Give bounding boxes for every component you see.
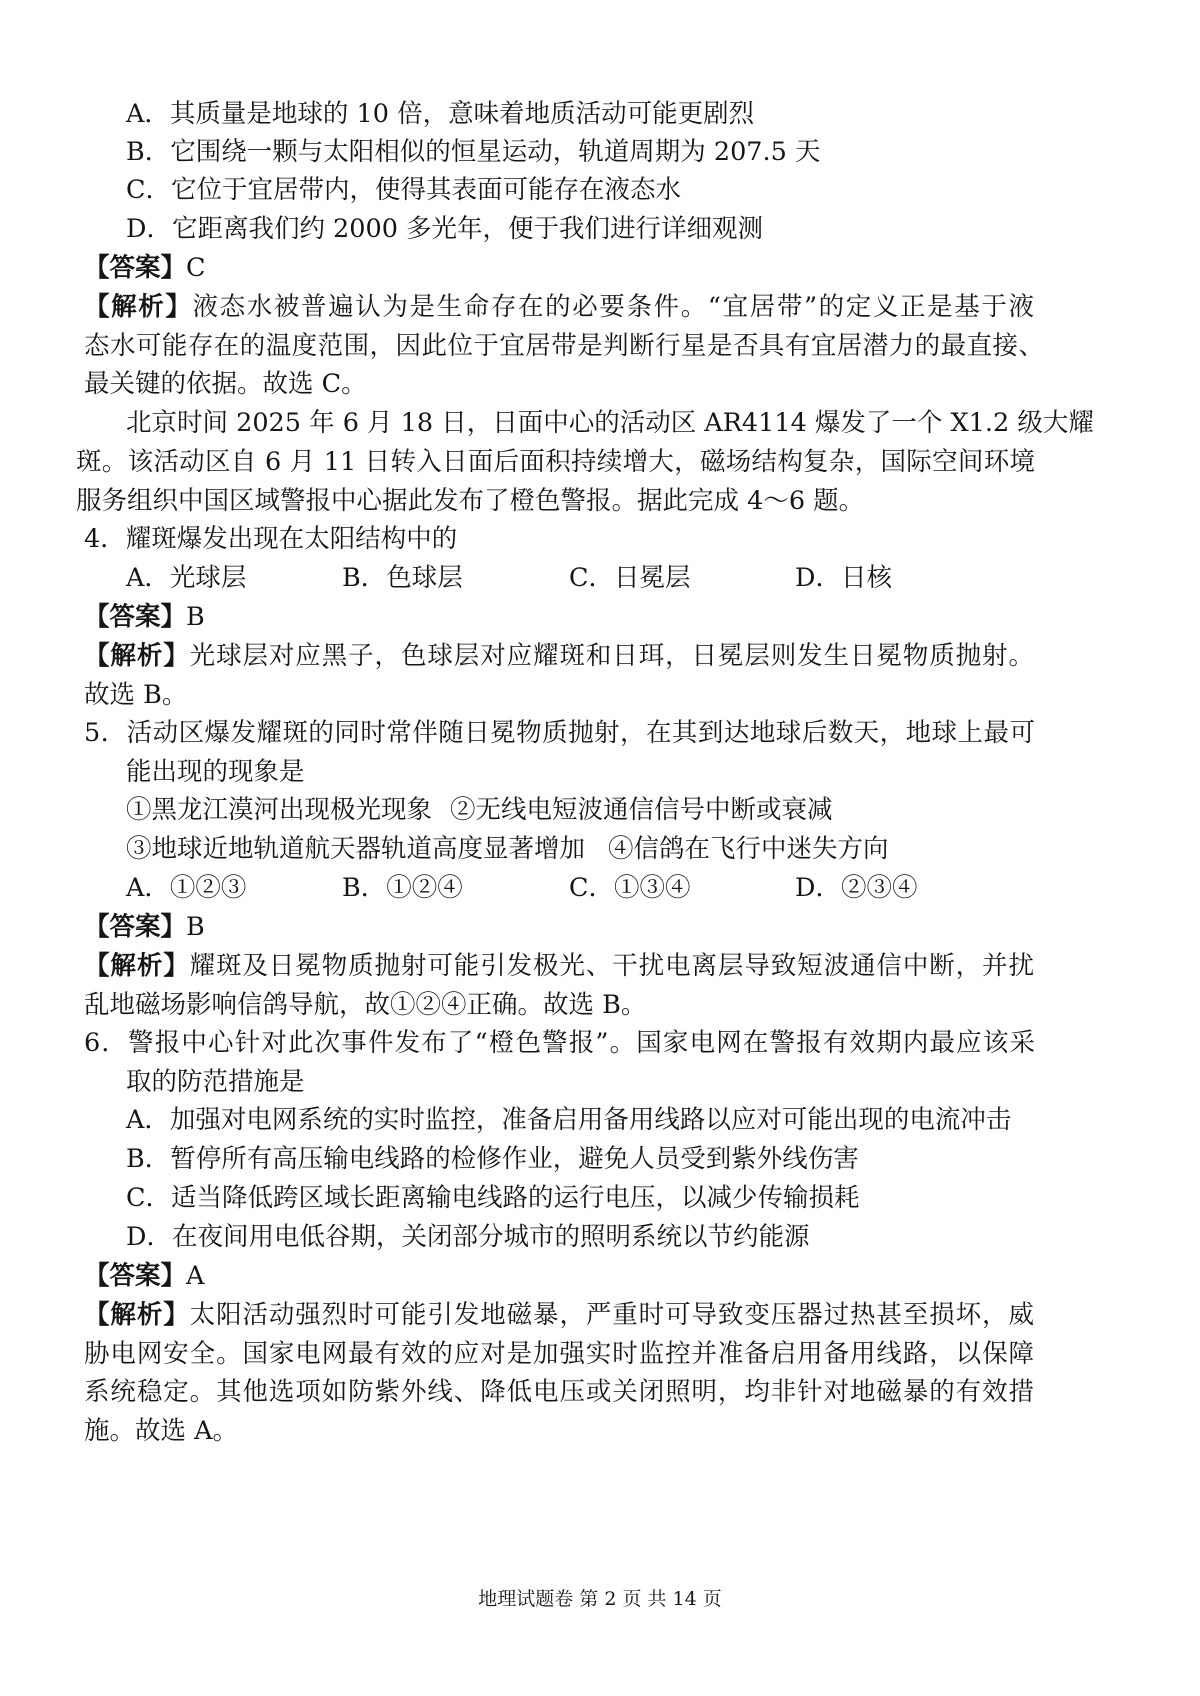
q5-stem-line-2: 能出现的现象是 bbox=[126, 757, 305, 787]
q5-option-c: C．①③④ bbox=[569, 873, 691, 903]
q4-analysis-line-1: 【解析】光球层对应黑子，色球层对应耀斑和日珥，日冕层则发生日冕物质抛射。 bbox=[84, 641, 1034, 671]
q6-option-a: A．加强对电网系统的实时监控，准备启用备用线路以应对可能出现的电流冲击 bbox=[126, 1105, 1012, 1135]
answer-value: A bbox=[186, 1261, 205, 1291]
q6-option-c: C．适当降低跨区域长距离输电线路的运行电压，以减少传输损耗 bbox=[126, 1183, 860, 1213]
q3-option-c: C．它位于宜居带内，使得其表面可能存在液态水 bbox=[126, 175, 682, 205]
q5-item-3: ③地球近地轨道航天器轨道高度显著增加 bbox=[126, 834, 586, 864]
q4-stem: 4．耀斑爆发出现在太阳结构中的 bbox=[84, 524, 458, 554]
q4-option-c: C．日冕层 bbox=[569, 563, 691, 593]
q6-analysis-line-4: 施。故选 A。 bbox=[84, 1416, 239, 1446]
q5-items-row-2 bbox=[0, 829, 1200, 869]
answer-value: C bbox=[186, 253, 206, 283]
q6-analysis-line-3: 系统稳定。其他选项如防紫外线、降低电压或关闭照明，均非针对地磁暴的有效措 bbox=[84, 1377, 1034, 1407]
q5-items-row-1 bbox=[0, 790, 1200, 830]
q6-option-b: B．暂停所有高压输电线路的检修作业，避免人员受到紫外线伤害 bbox=[126, 1144, 859, 1174]
q5-option-b: B．①②④ bbox=[342, 873, 463, 903]
q4-options bbox=[0, 558, 1200, 598]
q5-analysis-line-1: 【解析】耀斑及日冕物质抛射可能引发极光、干扰电离层导致短波通信中断，并扰 bbox=[84, 951, 1034, 981]
q3-option-d: D．它距离我们约 2000 多光年，便于我们进行详细观测 bbox=[126, 214, 764, 244]
q5-stem-line-1: 5．活动区爆发耀斑的同时常伴随日冕物质抛射，在其到达地球后数天，地球上最可 bbox=[84, 718, 1035, 748]
answer-label: 【答案】 bbox=[84, 253, 187, 283]
q3-option-a: A．其质量是地球的 10 倍，意味着地质活动可能更剧烈 bbox=[126, 99, 755, 129]
analysis-label: 【解析】 bbox=[84, 641, 190, 671]
q4-answer bbox=[84, 597, 205, 637]
answer-label: 【答案】 bbox=[84, 602, 187, 632]
q3-analysis-line-2: 态水可能存在的温度范围，因此位于宜居带是判断行星是否具有宜居潜力的最直接、 bbox=[84, 331, 1044, 361]
q6-analysis-line-2: 胁电网安全。国家电网最有效的应对是加强实时监控并准备启用备用线路，以保障 bbox=[84, 1339, 1034, 1369]
q5-item-2: ②无线电短波通信信号中断或衰减 bbox=[450, 795, 833, 825]
q5-item-4: ④信鸽在飞行中迷失方向 bbox=[608, 834, 889, 864]
q6-analysis-line-1: 【解析】太阳活动强烈时可能引发地磁暴，严重时可导致变压器过热甚至损坏，威 bbox=[84, 1300, 1034, 1330]
analysis-label: 【解析】 bbox=[84, 951, 190, 981]
q5-item-1: ①黑龙江漠河出现极光现象 bbox=[126, 795, 433, 825]
passage-line-1: 北京时间 2025 年 6 月 18 日，日面中心的活动区 AR4114 爆发了一个 X1.2 级大耀 bbox=[126, 408, 1094, 438]
q3-answer bbox=[84, 248, 206, 288]
analysis-label: 【解析】 bbox=[84, 292, 193, 322]
q4-option-d: D．日核 bbox=[795, 563, 892, 593]
q6-stem-line-1: 6．警报中心针对此次事件发布了“橙色警报”。国家电网在警报有效期内最应该采 bbox=[84, 1028, 1035, 1058]
answer-value: B bbox=[186, 912, 205, 942]
q5-options bbox=[0, 868, 1200, 908]
answer-value: B bbox=[186, 602, 205, 632]
passage-line-2: 斑。该活动区自 6 月 11 日转入日面后面积持续增大，磁场结构复杂，国际空间环境 bbox=[76, 447, 1035, 477]
page-footer: 地理试题卷 第 2 页 共 14 页 bbox=[478, 1588, 722, 1610]
q3-option-b: B．它围绕一颗与太阳相似的恒星运动，轨道周期为 207.5 天 bbox=[126, 137, 821, 167]
q5-option-d: D．②③④ bbox=[795, 873, 918, 903]
q4-analysis-line-2: 故选 B。 bbox=[84, 680, 188, 710]
q5-answer bbox=[84, 907, 205, 947]
passage-line-3: 服务组织中国区域警报中心据此发布了橙色警报。据此完成 4～6 题。 bbox=[76, 486, 865, 516]
q5-analysis-line-2: 乱地磁场影响信鸽导航，故①②④正确。故选 B。 bbox=[84, 990, 647, 1020]
q4-option-a: A．光球层 bbox=[126, 563, 247, 593]
q3-analysis-line-1: 【解析】液态水被普遍认为是生命存在的必要条件。“宜居带”的定义正是基于液 bbox=[84, 292, 1034, 322]
answer-label: 【答案】 bbox=[84, 912, 187, 942]
q5-option-a: A．①②③ bbox=[126, 873, 247, 903]
q6-stem-line-2: 取的防范措施是 bbox=[126, 1067, 305, 1097]
q4-option-b: B．色球层 bbox=[342, 563, 463, 593]
analysis-label: 【解析】 bbox=[84, 1300, 190, 1330]
answer-label: 【答案】 bbox=[84, 1261, 187, 1291]
q6-option-d: D．在夜间用电低谷期，关闭部分城市的照明系统以节约能源 bbox=[126, 1222, 810, 1252]
q6-answer bbox=[84, 1256, 204, 1296]
q3-analysis-line-3: 最关键的依据。故选 C。 bbox=[84, 369, 367, 399]
